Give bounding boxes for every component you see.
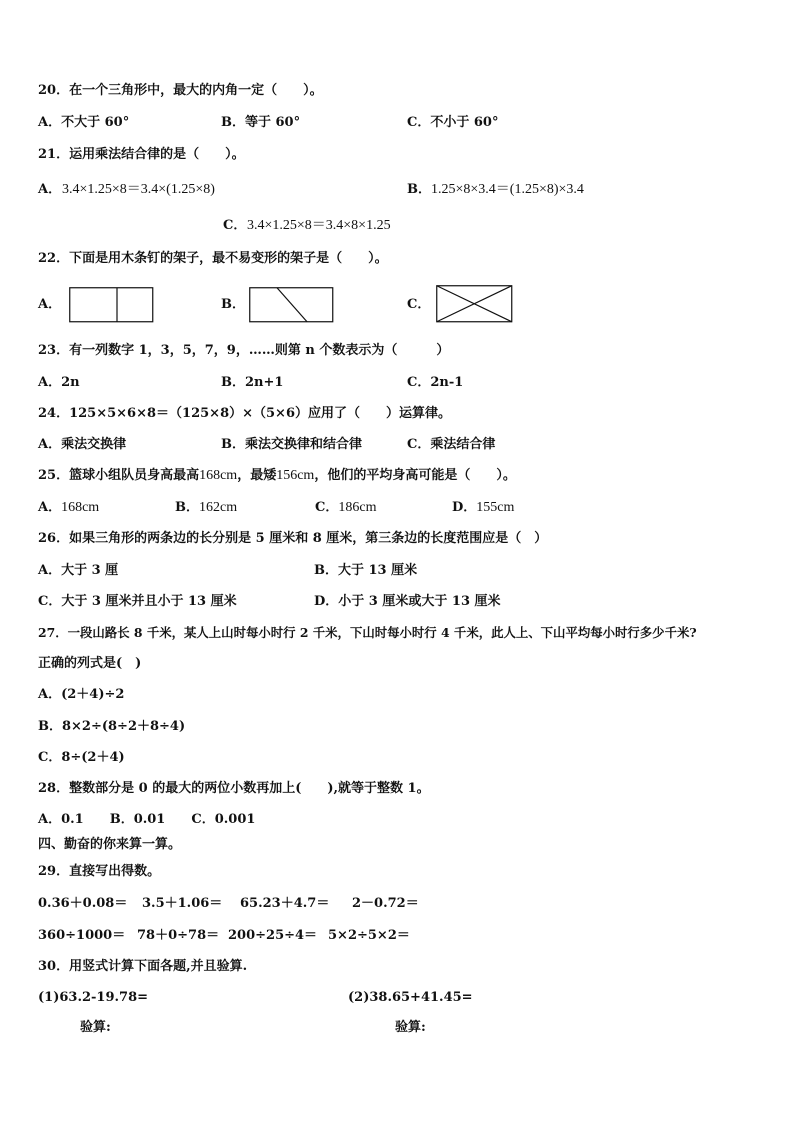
q23-option-c: C．2n-1 <box>407 375 464 390</box>
q21-option-a-label: A． <box>38 182 62 197</box>
q26-option-a: A．大于 3 厘 <box>38 563 119 578</box>
q22-stem: 22．下面是用木条钉的架子，最不易变形的架子是（ ）。 <box>38 251 388 266</box>
q24-stem: 24．125×5×6×8＝（125×8）×（5×6）应用了（ ）运算律。 <box>38 406 451 421</box>
q28-options: A．0.1 B．0.01 C．0.001 <box>38 812 256 827</box>
q23-stem: 23．有一列数字 1，3，5，7，9，……则第 n 个数表示为（ ） <box>38 343 450 358</box>
q27-stem-line2: 正确的列式是( ) <box>38 656 142 671</box>
q26-option-c: C．大于 3 厘米并且小于 13 厘米 <box>38 594 237 609</box>
q29-item: 0.36＋0.08＝ <box>38 896 128 911</box>
q27-stem-line1: 27．一段山路长 8 千米，某人上山时每小时行 2 千米，下山时每小时行 4 千米，此人上、下山平均每小时行多少千米? <box>38 625 697 640</box>
q21-option-b-expr: 1.25×8×3.4＝(1.25×8)×3.4 <box>431 182 584 197</box>
q21-option-b-label: B． <box>407 182 431 197</box>
q22-figure-a-rect-divided <box>69 287 155 324</box>
q22-option-a-label: A． <box>38 297 62 312</box>
q24-option-c: C．乘法结合律 <box>407 437 496 452</box>
q21-option-c-expr: 3.4×1.25×8＝3.4×8×1.25 <box>247 218 391 233</box>
q29-item: 3.5＋1.06＝ <box>142 896 223 911</box>
q25-option-a: A．168cm <box>38 500 100 515</box>
q21-stem: 21．运用乘法结合律的是（ ）。 <box>38 147 245 162</box>
q29-stem: 29．直接写出得数。 <box>38 864 161 879</box>
q21-option-a-expr: 3.4×1.25×8＝3.4×(1.25×8) <box>62 182 215 197</box>
q26-stem: 26．如果三角形的两条边的长分别是 5 厘米和 8 厘米，第三条边的长度范围应是（ ） <box>38 531 548 546</box>
q20-stem: 20．在一个三角形中，最大的内角一定（ ）。 <box>38 83 323 98</box>
q26-option-b: B．大于 13 厘米 <box>314 563 418 578</box>
q23-option-a: A．2n <box>38 375 80 390</box>
q29-item: 65.23＋4.7＝ <box>240 896 330 911</box>
q27-option-a: A．(2＋4)÷2 <box>38 687 125 702</box>
q27-option-b: B．8×2÷(8÷2＋8÷4) <box>38 719 186 734</box>
q30-check-1-label: 验算: <box>80 1020 111 1035</box>
q20-option-c: C．不小于 60° <box>407 115 499 130</box>
q21-option-c-label: C． <box>223 218 247 233</box>
q29-item: 360÷1000＝ <box>38 928 126 943</box>
q30-stem: 30．用竖式计算下面各题,并且验算. <box>38 959 248 974</box>
q29-item: 5×2÷5×2＝ <box>328 928 410 943</box>
q23-option-b: B．2n+1 <box>221 375 284 390</box>
q22-option-c-label: C． <box>407 297 431 312</box>
q30-problem-1: (1)63.2-19.78= <box>38 990 149 1005</box>
q26-option-d: D．小于 3 厘米或大于 13 厘米 <box>314 594 501 609</box>
q29-item: 200÷25÷4＝ <box>228 928 318 943</box>
q28-stem: 28．整数部分是 0 的最大的两位小数再加上( ),就等于整数 1。 <box>38 781 430 796</box>
q30-check-2-label: 验算: <box>395 1020 426 1035</box>
q25-option-d: D．155cm <box>452 500 515 515</box>
q22-figure-c-rect-crossed <box>436 285 514 324</box>
q25-option-b: B．162cm <box>175 500 238 515</box>
q24-option-a: A．乘法交换律 <box>38 437 127 452</box>
q20-option-b: B．等于 60° <box>221 115 301 130</box>
q25-option-c: C．186cm <box>315 500 377 515</box>
q29-item: 2－0.72＝ <box>352 896 419 911</box>
q24-option-b: B．乘法交换律和结合律 <box>221 437 362 452</box>
q29-item: 78＋0÷78＝ <box>137 928 220 943</box>
q30-problem-2: (2)38.65+41.45= <box>348 990 473 1005</box>
section-4-heading: 四、勤奋的你来算一算。 <box>38 837 182 852</box>
q22-option-b-label: B． <box>221 297 245 312</box>
q20-option-a: A．不大于 60° <box>38 115 130 130</box>
q25-stem: 25．篮球小组队员身高最高168cm，最矮156cm，他们的平均身高可能是（ ）。 <box>38 468 516 483</box>
q27-option-c: C．8÷(2＋4) <box>38 750 125 765</box>
q22-figure-b-rect-diagonal <box>249 287 335 324</box>
